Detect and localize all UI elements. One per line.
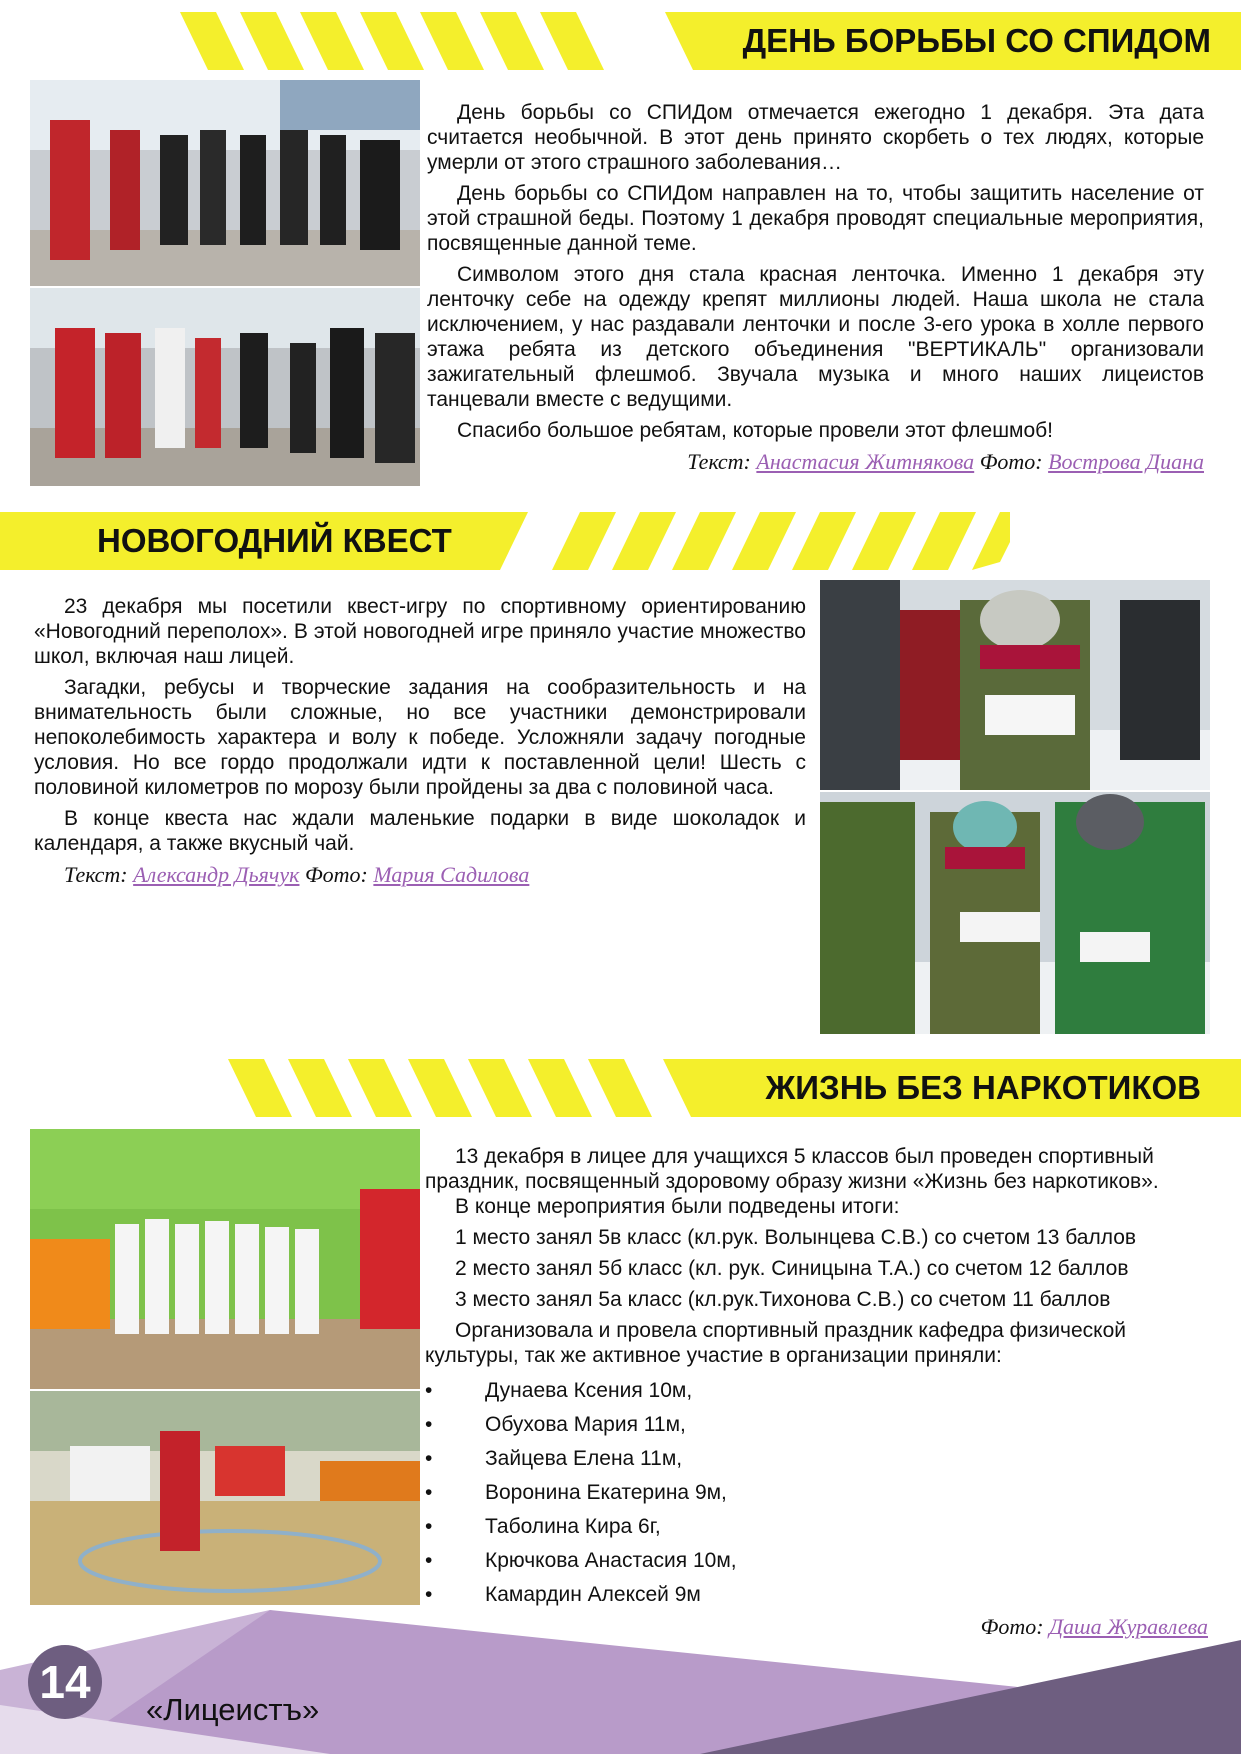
- section1-title: ДЕНЬ БОРЬБЫ СО СПИДОМ: [742, 22, 1211, 59]
- photo-author-link[interactable]: Мария Садилова: [373, 862, 530, 887]
- result-line: 1 место занял 5в класс (кл.рук. Волынцева С.В.) со счетом 13 баллов: [455, 1226, 1137, 1249]
- section1-credit: [427, 449, 1204, 474]
- participants-list: [425, 1374, 1185, 1612]
- text-credit-label: Текст:: [64, 862, 128, 887]
- photo-credit-label: Фото:: [979, 449, 1043, 474]
- photo-credit-label: Фото:: [304, 862, 368, 887]
- section2-paragraph: Загадки, ребусы и творческие задания на сообразительность и на внимательность были сложные, но все участники демонстрировали непоколебимость характера и волу к победе. Усложняли задачу погодные условия. Но все гордо продолжали идти к поставленной цели! Шесть с половиной километров по морозу были пройдены за два с половиной часа.: [34, 676, 806, 799]
- section1-paragraph: Спасибо большое ребятам, которые провели этот флешмоб!: [457, 419, 1054, 442]
- list-item: • Крючкова Анастасия 10м,: [425, 1544, 1185, 1578]
- section2-title: НОВОГОДНИЙ КВЕСТ: [97, 522, 452, 559]
- photo-author-link[interactable]: Вострова Диана: [1048, 449, 1204, 474]
- flashmob-photo-top: [30, 80, 420, 286]
- section2-paragraph: 23 декабря мы посетили квест-игру по спортивному ориентированию «Новогодний переполох». В этой новогодней игре приняло участие множество школ, включая наш лицей.: [34, 595, 806, 668]
- section1-banner: [180, 12, 1241, 70]
- section1-paragraph: День борьбы со СПИДом направлен на то, чтобы защитить население от этой страшной беды. Поэтому 1 декабря проводят специальные мероприятия, посвященные данной теме.: [427, 182, 1204, 255]
- flashmob-photo-bottom: [30, 288, 420, 486]
- text-credit-label: Текст:: [687, 449, 751, 474]
- section3-intro: 13 декабря в лицее для учащихся 5 классов был проведен спортивный праздник, посвященный здоровому образу жизни «Жизнь без наркотиков».: [425, 1145, 1159, 1193]
- text-author-link[interactable]: Александр Дьячук: [133, 862, 300, 887]
- page-number: 14: [28, 1645, 102, 1719]
- result-line: 3 место занял 5а класс (кл.рук.Тихонова С.В.) со счетом 11 баллов: [455, 1288, 1111, 1311]
- result-line: 2 место занял 5б класс (кл. рук. Синицына Т.А.) со счетом 12 баллов: [455, 1257, 1129, 1280]
- quest-photo-bottom: [820, 792, 1210, 1034]
- list-item: • Дунаева Ксения 10м,: [425, 1374, 1185, 1408]
- quest-photo-top: [820, 580, 1210, 790]
- list-item: • Камардин Алексей 9м: [425, 1578, 1185, 1612]
- results-heading: В конце мероприятия были подведены итоги:: [455, 1195, 900, 1218]
- organizers-text: Организовала и провела спортивный праздник кафедра физической культуры, так же активное участие в организации приняли:: [425, 1319, 1127, 1367]
- section3-text: [425, 1144, 1185, 1612]
- magazine-title: «Лицеистъ»: [146, 1692, 320, 1727]
- section1-text: [427, 100, 1204, 474]
- text-author-link[interactable]: Анастасия Житнякова: [756, 449, 975, 474]
- section3-banner: [228, 1059, 1241, 1117]
- section1-paragraph: День борьбы со СПИДом отмечается ежегодно 1 декабря. Эта дата считается необычной. В этот день принято скорбеть о тех людях, которые умерли от этого страшного заболевания…: [427, 101, 1204, 174]
- list-item: • Зайцева Елена 11м,: [425, 1442, 1185, 1476]
- section2-credit: [34, 862, 806, 887]
- list-item: • Обухова Мария 11м,: [425, 1408, 1185, 1442]
- section2-text: [34, 594, 806, 887]
- section3-credit: [700, 1614, 1208, 1640]
- sports-photo-top: [30, 1129, 420, 1389]
- section2-paragraph: В конце квеста нас ждали маленькие подарки в виде шоколадок и календаря, а также вкусный чай.: [34, 807, 806, 855]
- list-item: • Воронина Екатерина 9м,: [425, 1476, 1185, 1510]
- sports-photo-bottom: [30, 1391, 420, 1605]
- section3-title: ЖИЗНЬ БЕЗ НАРКОТИКОВ: [765, 1069, 1201, 1106]
- section1-paragraph: Символом этого дня стала красная ленточка. Именно 1 декабря эту ленточку себе на одежду крепят миллионы людей. Наша школа не стала исключением, у нас раздавали ленточки и после 3-его урока в холле первого этажа ребята из детского объединения "ВЕРТИКАЛЬ" организовали зажигательный флешмоб. Звучала музыка и много наших лицеистов танцевали вместе с ведущими.: [427, 263, 1204, 411]
- section2-banner: [0, 512, 1010, 570]
- list-item: • Таболина Кира 6г,: [425, 1510, 1185, 1544]
- photo-author-link[interactable]: Даша Журавлева: [1049, 1614, 1208, 1639]
- photo-credit-label: Фото:: [980, 1614, 1044, 1639]
